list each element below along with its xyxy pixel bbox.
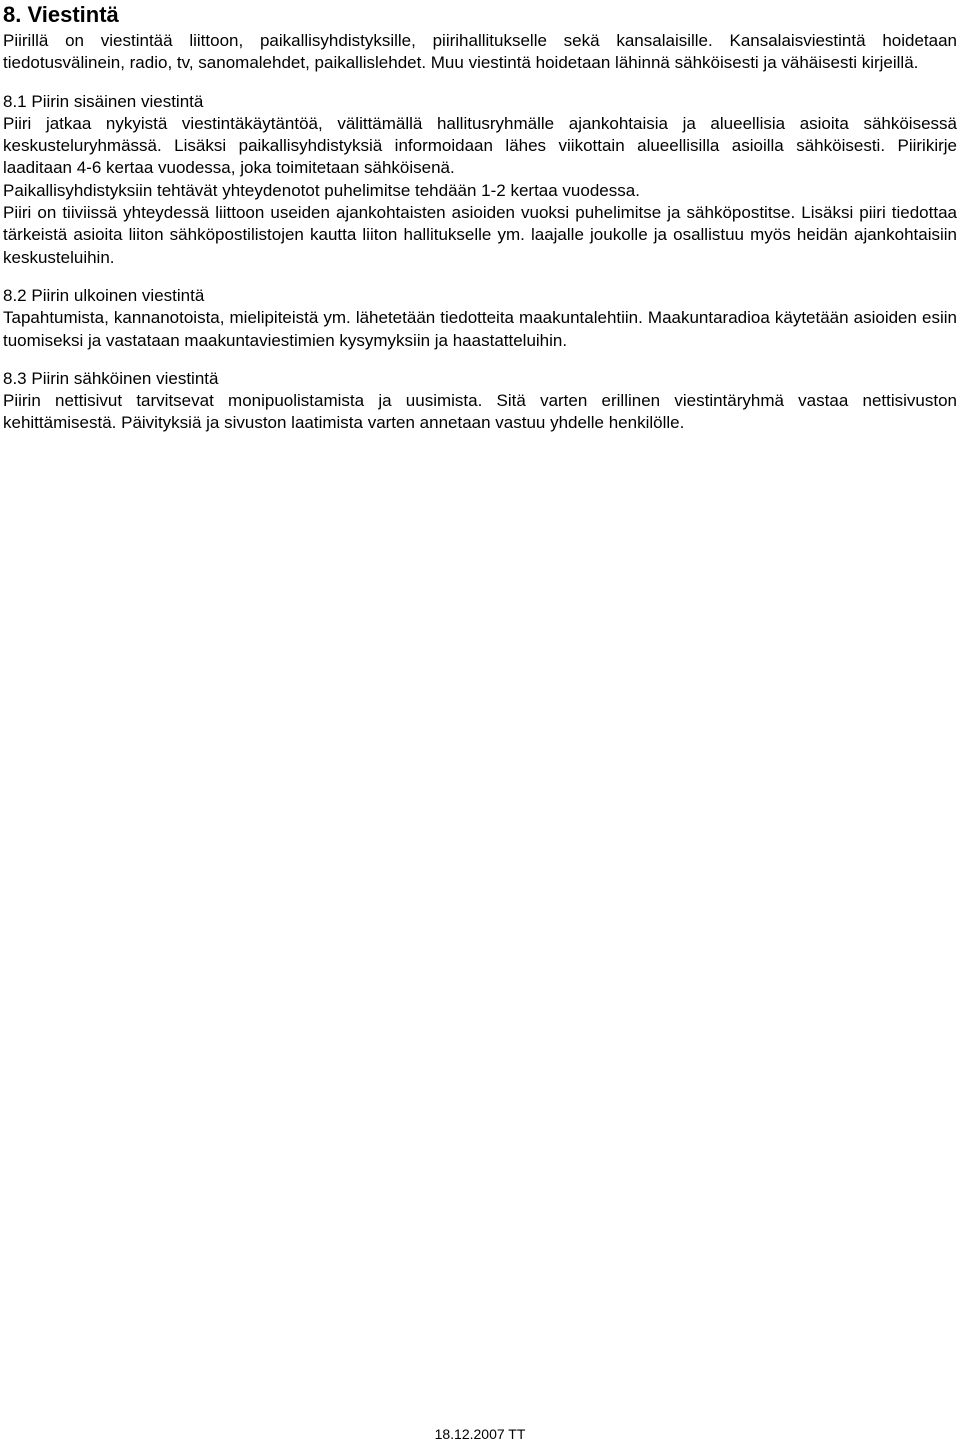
section-heading: 8.1 Piirin sisäinen viestintä: [3, 91, 204, 111]
section-paragraph: Piiri on tiiviissä yhteydessä liittoon useiden ajankohtaisten asioiden vuoksi puhelimitse ja sähköpostitse. Lisäksi piiri tiedottaa tärkeistä asioita liiton sähköpostilistojen kautta liiton hallitukselle ym. laajalle joukolle ja osallistuu myös heidän ajankohtaisiin keskusteluihin.: [3, 203, 957, 267]
page-footer: 18.12.2007 TT: [434, 1426, 526, 1442]
intro-paragraph: Piirillä on viestintää liittoon, paikallisyhdistyksille, piirihallitukselle sekä kansalaisille. Kansalaisviestintä hoidetaan tiedotusvälinein, radio, tv, sanomalehdet, paikallislehdet. Muu viestintä hoidetaan lähinnä sähköisesti ja vähäisesti kirjeillä.: [3, 31, 957, 73]
section-heading: 8.2 Piirin ulkoinen viestintä: [3, 285, 205, 305]
section-internal-communication: [3, 91, 957, 269]
section-heading: 8.3 Piirin sähköinen viestintä: [3, 368, 219, 388]
section-electronic-communication: [3, 368, 957, 435]
section-paragraph: Piiri jatkaa nykyistä viestintäkäytäntöä, välittämällä hallitusryhmälle ajankohtaisia ja alueellisia asioita sähköisessä keskusteluryhmässä. Lisäksi paikallisyhdistyksiä informoidaan lähes viikottain alueellisilla asioilla sähköisesti. Piirikirje laaditaan 4-6 kertaa vuodessa, joka toimitetaan sähköisenä.: [3, 113, 957, 178]
document-title: 8. Viestintä: [3, 2, 119, 27]
section-paragraph: Tapahtumista, kannanotoista, mielipiteistä ym. lähetetään tiedotteita maakuntalehtiin. Maakuntaradioa käytetään asioiden esiin tuomiseksi ja vastataan maakuntaviestimien kysymyksiin ja haastatteluihin.: [3, 308, 957, 350]
section-external-communication: [3, 285, 957, 352]
section-paragraph: Paikallisyhdistyksiin tehtävät yhteydenotot puhelimitse tehdään 1-2 kertaa vuodessa.: [3, 180, 640, 200]
document-page: [3, 0, 957, 435]
section-paragraph: Piirin nettisivut tarvitsevat monipuolistamista ja uusimista. Sitä varten erillinen viestintäryhmä vastaa nettisivuston kehittämisestä. Päivityksiä ja sivuston laatimista varten annetaan vastuu yhdelle henkilölle.: [3, 391, 957, 433]
